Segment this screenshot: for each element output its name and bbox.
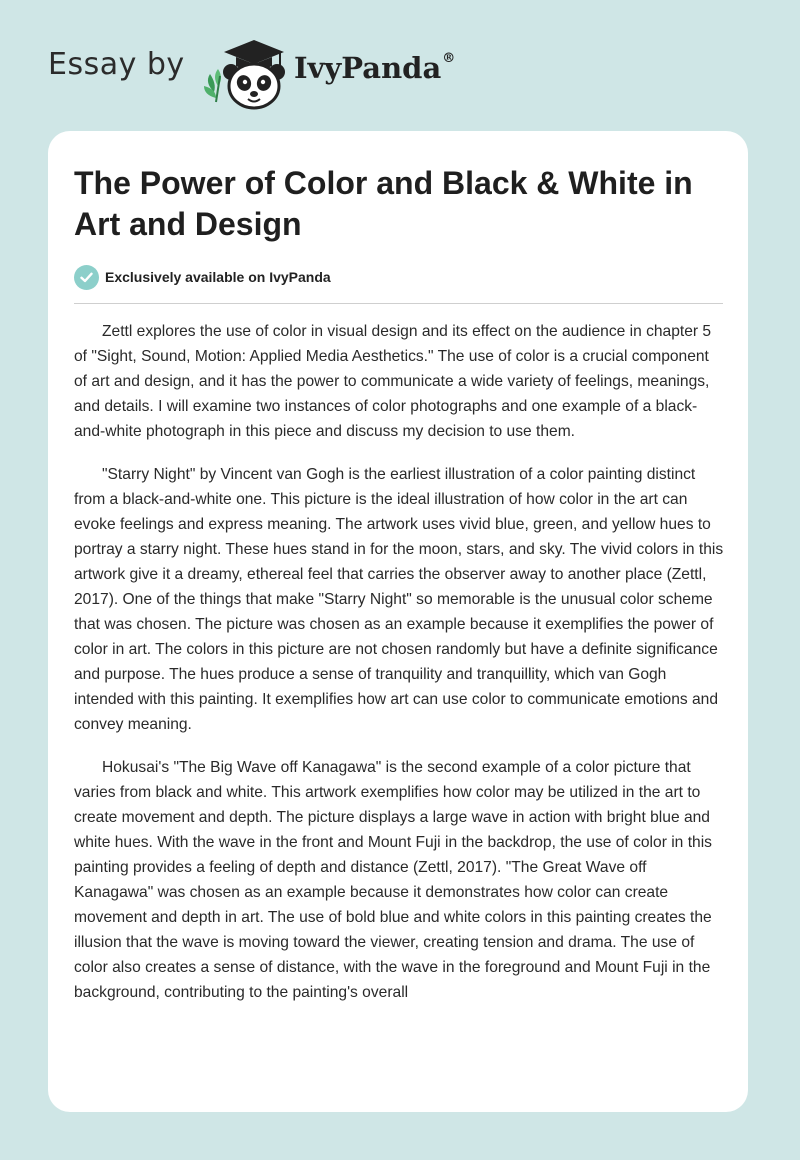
essay-body — [74, 319, 726, 1023]
site-header — [0, 0, 800, 120]
essay-by-label: Essay by — [48, 47, 185, 82]
essay-card — [48, 131, 748, 1112]
essay-title: The Power of Color and Black & White in Art and Design — [74, 165, 693, 242]
paragraph-2: "Starry Night" by Vincent van Gogh is the earliest illustration of a color painting distinct from a black-and-white one. This picture is the ideal illustration of how color in the art can evoke feelings and express meaning. The artwork uses vivid blue, green, and yellow hues to portray a starry night. These hues stand in for the moon, stars, and sky. The vivid colors in this artwork give it a dreamy, ethereal feel that carries the observer away to another place (Zettl, 2017). One of the things that make "Starry Night" so memorable is the unusual color scheme that was chosen. The picture was chosen as an example because it exemplifies the power of color in art. The colors in this picture are not chosen randomly but have a definite significance and purpose. The hues produce a sense of tranquility and tranquillity, which van Gogh intended with this painting. It exemplifies how art can use color to communicate emotions and convey meaning. — [74, 466, 724, 733]
brand-name[interactable] — [294, 51, 456, 85]
paragraph-1: Zettl explores the use of color in visual design and its effect on the audience in chapter 5 of "Sight, Sound, Motion: Applied Media Aesthetics." The use of color is a crucial component of art and design, and it has the power to communicate a wide variety of feelings, meanings, and details. I will examine two instances of color photographs and one example of a black-and-white photograph in this piece and discuss my decision to use them. — [74, 323, 712, 440]
panda-logo-icon[interactable] — [200, 36, 292, 112]
checkmark-icon — [80, 272, 93, 283]
title-divider — [74, 303, 723, 304]
paragraph-3: Hokusai's "The Big Wave off Kanagawa" is the second example of a color picture that varies from black and white. This artwork exemplifies how color may be utilized in the art to create movement and depth. The picture displays a large wave in action with bright blue and white hues. With the wave in the front and Mount Fuji in the backdrop, the use of color in this painting provides a feeling of depth and distance (Zettl, 2017). "The Great Wave off Kanagawa" was chosen as an example because it demonstrates how color can create movement and depth in art. The use of bold blue and white colors in this painting creates the illusion that the wave is moving toward the viewer, creating tension and drama. The use of color also creates a sense of distance, with the wave in the foreground and Mount Fuji in the background, contributing to the painting's overall — [74, 759, 712, 1001]
exclusive-badge-label: Exclusively available on IvyPanda — [105, 269, 331, 285]
registered-mark: ® — [442, 51, 456, 66]
brand-name-text: IvyPanda — [294, 51, 442, 85]
check-circle-icon — [74, 265, 99, 290]
exclusive-badge — [74, 264, 331, 290]
